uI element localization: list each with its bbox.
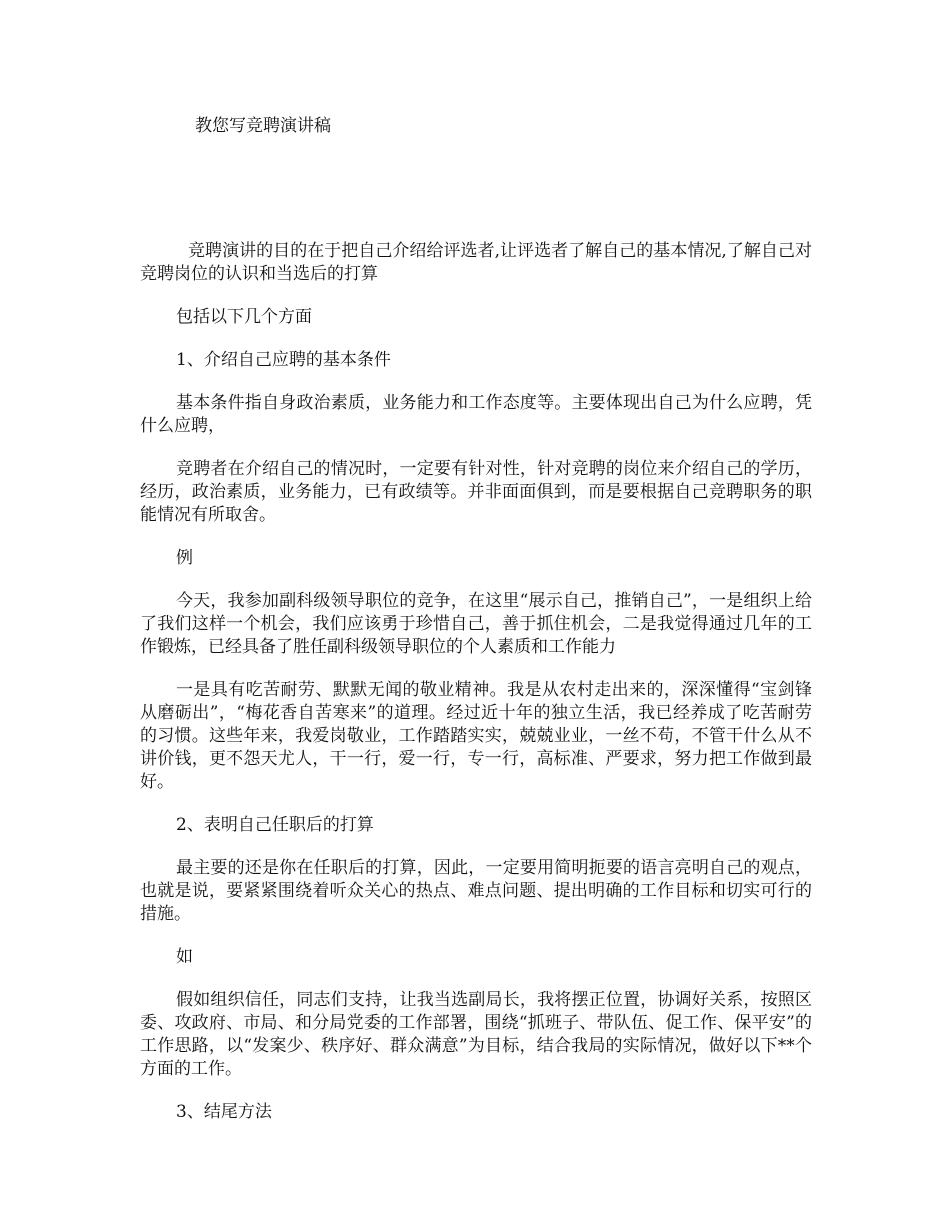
section-heading-1: 1、介绍自己应聘的基本条件 bbox=[176, 350, 391, 370]
paragraph: 竞聘者在介绍自己的情况时，一定要有针对性，针对竞聘的岗位来介绍自己的学历，经历，政治素质，业务能力，已有政绩等。并非面面俱到，而是要根据自己竞聘职务的职能情况有所取舍。 bbox=[140, 459, 812, 525]
document-body bbox=[140, 240, 812, 1144]
paragraph: 最主要的还是你在任职后的打算，因此，一定要用简明扼要的语言亮明自己的观点，也就是说，要紧紧围绕着听众关心的热点、难点问题、提出明确的工作目标和切实可行的措施。 bbox=[140, 858, 812, 924]
paragraph: 基本条件指自身政治素质，业务能力和工作态度等。主要体现出自己为什么应聘，凭什么应聘， bbox=[140, 393, 812, 436]
section-heading-2: 2、表明自己任职后的打算 bbox=[176, 815, 374, 835]
paragraph-intro: 竞聘演讲的目的在于把自己介绍给评选者,让评选者了解自己的基本情况,了解自己对竞聘岗位的认识和当选后的打算 bbox=[140, 241, 812, 284]
example-label: 如 bbox=[176, 947, 193, 967]
paragraph: 假如组织信任，同志们支持，让我当选副局长，我将摆正位置，协调好关系，按照区委、攻政府、市局、和分局党委的工作部署，围绕“抓班子、带队伍、促工作、保平安”的工作思路，以“发案少、秩序好、群众满意”为目标，结合我局的实际情况，做好以下**个方面的工作。 bbox=[140, 990, 812, 1079]
paragraph: 今天，我参加副科级领导职位的竞争，在这里“展示自己，推销自己”，一是组织上给了我们这样一个机会，我们应该勇于珍惜自己，善于抓住机会，二是我觉得通过几年的工作锻炼，已经具备了胜任副科级领导职位的个人素质和工作能力 bbox=[140, 591, 812, 657]
paragraph-aspects: 包括以下几个方面 bbox=[176, 307, 312, 327]
paragraph: 一是具有吃苦耐劳、默默无闻的敬业精神。我是从农村走出来的，深深懂得“宝剑锋从磨砺出”，“梅花香自苦寒来”的道理。经过近十年的独立生活，我已经养成了吃苦耐劳的习惯。这些年来，我爱岗敬业，工作踏踏实实，兢兢业业，一丝不苟，不管干什么从不讲价钱，更不怨天尤人，干一行，爱一行，专一行，高标准、严要求，努力把工作做到最好。 bbox=[140, 680, 812, 792]
section-heading-3: 3、结尾方法 bbox=[176, 1102, 272, 1122]
example-label: 例 bbox=[176, 548, 193, 568]
document-title: 教您写竞聘演讲稿 bbox=[195, 116, 331, 136]
